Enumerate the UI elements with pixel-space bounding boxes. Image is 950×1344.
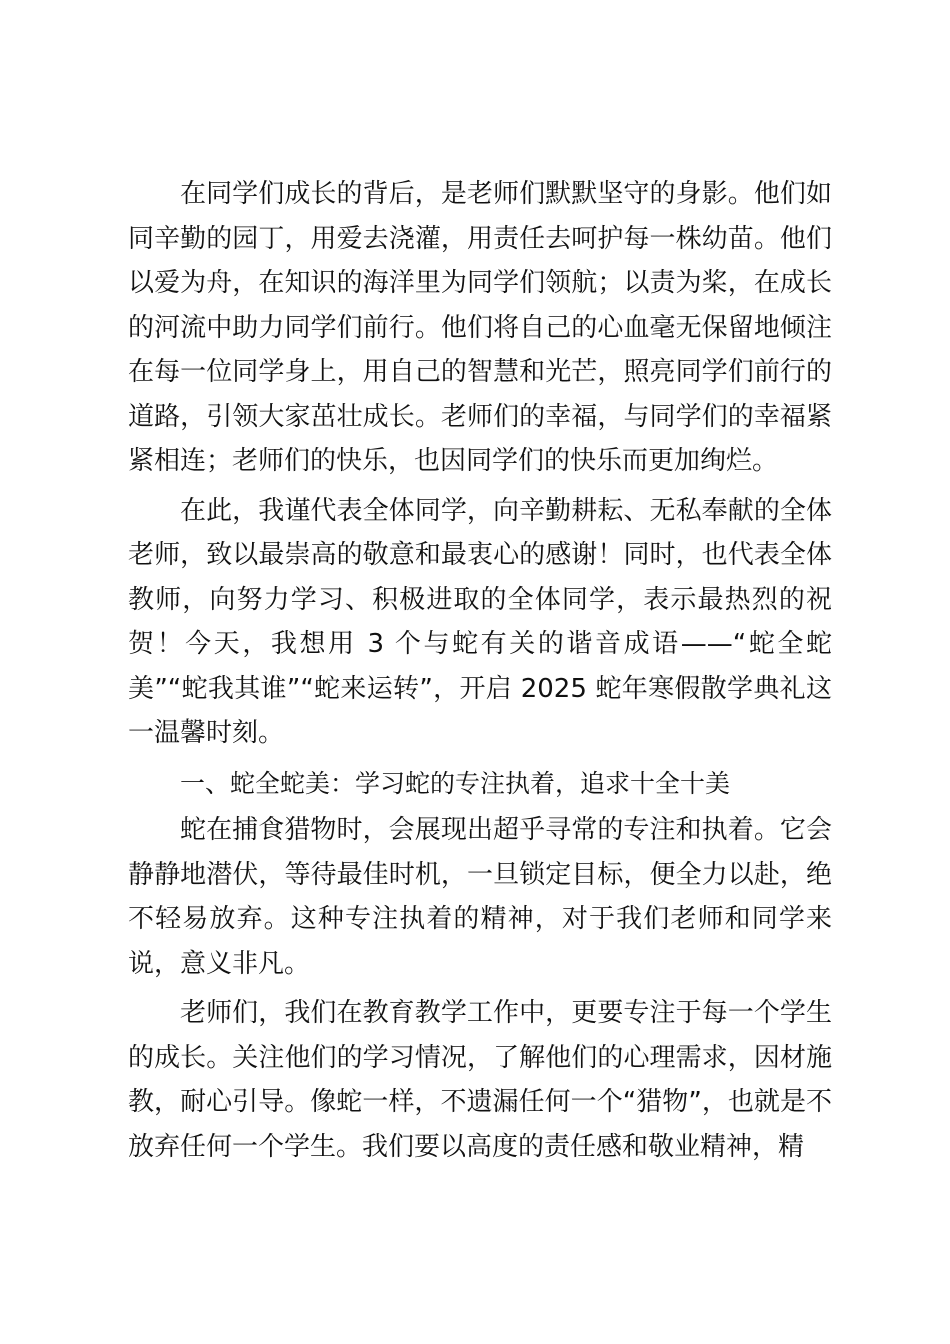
paragraph-gratitude-and-opening: 在此，我谨代表全体同学，向辛勤耕耘、无私奉献的全体老师，致以最崇高的敬意和最衷心的感谢！同时，也代表全体教师，向努力学习、积极进取的全体同学，表示最热烈的祝贺！今天，我想用 3 个与蛇有关的谐音成语——“蛇全蛇美”“蛇我其谁”“蛇来运转”，开启 2025 蛇年寒假散学典礼这一温馨时刻。 (128, 495, 832, 748)
paragraph-teachers-dedication: 在同学们成长的背后，是老师们默默坚守的身影。他们如同辛勤的园丁，用爱去浇灌，用责任去呵护每一株幼苗。他们以爱为舟，在知识的海洋里为同学们领航；以责为桨，在成长的河流中助力同学们前行。他们将自己的心血毫无保留地倾注在每一位同学身上，用自己的智慧和光芒，照亮同学们前行的道路，引领大家茁壮成长。老师们的幸福，与同学们的幸福紧紧相连；老师们的快乐，也因同学们的快乐而更加绚烂。 (128, 179, 832, 476)
paragraph-snake-focus: 蛇在捕食猎物时，会展现出超乎寻常的专注和执着。它会静静地潜伏，等待最佳时机，一旦锁定目标，便全力以赴，绝不轻易放弃。这种专注执着的精神，对于我们老师和同学来说，意义非凡。 (128, 815, 832, 979)
document-body (128, 172, 832, 1169)
section-heading-one: 一、蛇全蛇美：学习蛇的专注执着，追求十全十美 (180, 768, 731, 798)
paragraph-teachers-focus: 老师们，我们在教育教学工作中，更要专注于每一个学生的成长。关注他们的学习情况，了解他们的心理需求，因材施教，耐心引导。像蛇一样，不遗漏任何一个“猎物”，也就是不放弃任何一个学生。我们要以高度的责任感和敬业精神，精 (128, 998, 832, 1162)
